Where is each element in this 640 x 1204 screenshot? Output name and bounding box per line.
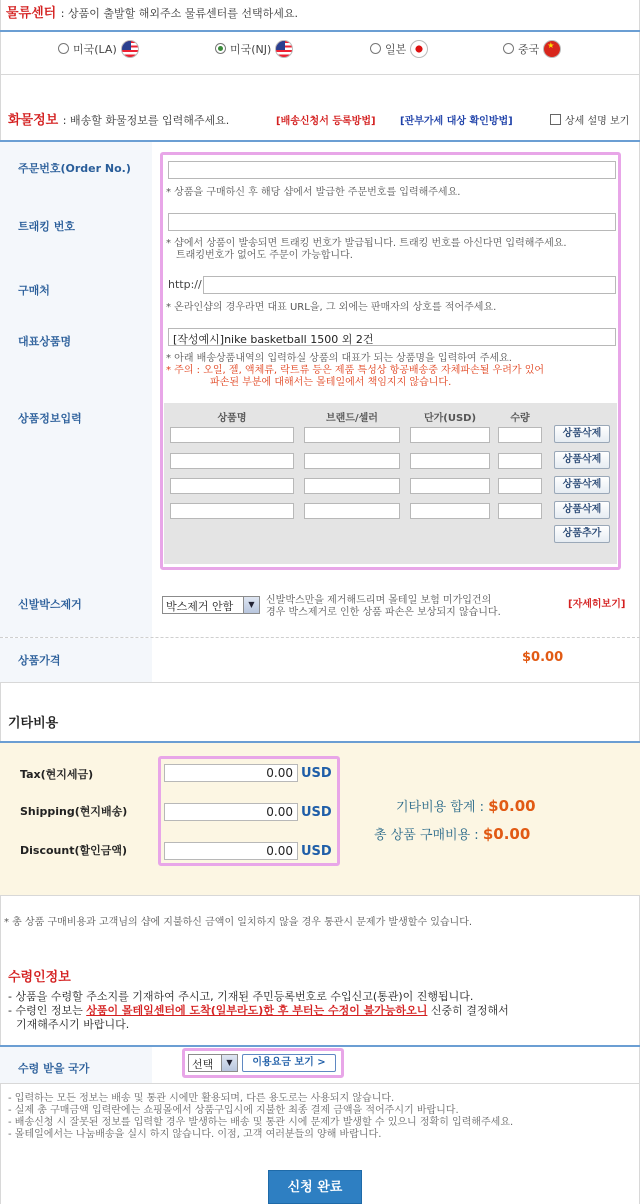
- duty-guide-link[interactable]: [관부가세 대상 확인방법]: [400, 116, 513, 127]
- tracking-note-1: * 샵에서 상품이 발송되면 트래킹 번호가 발급됩니다. 트래킹 번호를 아신다면 입력해주세요.: [166, 238, 567, 249]
- item-price-input[interactable]: [410, 478, 490, 494]
- shipping-label: Shipping(현지배송): [20, 805, 128, 818]
- grand-total: [374, 824, 530, 843]
- order-no-note: * 상품을 구매하신 후 해당 샵에서 발급한 주문번호를 입력해주세요.: [166, 187, 461, 198]
- shoebox-select[interactable]: [162, 596, 260, 614]
- extra-bottom-rule: [0, 895, 640, 896]
- receiver-note: - 실제 총 구매금액 입력란에는 쇼핑몰에서 상품구입시에 지불한 최종 결제 금액을 적어주시기 바랍니다.: [8, 1105, 459, 1116]
- item-name-input[interactable]: [170, 427, 294, 443]
- col-product-name: 상품명: [217, 413, 247, 424]
- delete-item-button[interactable]: 상품삭제: [554, 425, 610, 443]
- delete-item-button[interactable]: 상품삭제: [554, 451, 610, 469]
- center-option-cn[interactable]: [503, 40, 561, 58]
- center-desc: : 상품이 출발할 해외주소 물류센터를 선택하세요.: [60, 7, 298, 20]
- center-bottom-rule: [0, 74, 640, 75]
- receiver-line-2b: 상품이 몰테일센터에 도착(일부라도)한 후 부터는 수정이 불가능하오니: [86, 1004, 428, 1017]
- items-label: 상품정보입력: [18, 412, 82, 425]
- option-label-cn: 중국: [518, 43, 540, 56]
- receiver-note: - 입력하는 모든 정보는 배송 및 통관 시에만 활용되며, 다른 용도로는 사용되지 않습니다.: [8, 1093, 395, 1104]
- tax-label: Tax(현지세금): [20, 768, 94, 781]
- cargo-title: 화물정보: [8, 113, 59, 128]
- shoebox-note-2: 경우 박스제거로 인한 상품 파손은 보상되지 않습니다.: [266, 607, 501, 618]
- option-label-la: 미국(LA): [73, 43, 117, 56]
- extra-warning: * 총 상품 구매비용과 고객님의 샵에 지불하신 금액이 일치하지 않을 경우 통관시 문제가 발생할수 있습니다.: [4, 917, 473, 928]
- cargo-desc: : 배송할 화물정보를 입력해주세요.: [62, 114, 230, 127]
- rep-product-warning-2: 파손된 부분에 대해서는 몰테일에서 책임지지 않습니다.: [210, 377, 452, 388]
- item-qty-input[interactable]: [498, 478, 542, 494]
- receiver-notes: [8, 1093, 513, 1141]
- detail-toggle-label: 상세 설명 보기: [565, 116, 630, 127]
- item-qty-input[interactable]: [498, 427, 542, 443]
- receiver-line-2a: - 수령인 정보는: [8, 1004, 83, 1017]
- option-label-nj: 미국(NJ): [230, 43, 272, 56]
- item-price-input[interactable]: [410, 427, 490, 443]
- detail-checkbox[interactable]: [550, 114, 561, 125]
- order-no-input[interactable]: [168, 161, 616, 179]
- price-value: $0.00: [522, 650, 564, 665]
- shop-url-prefix: http://: [168, 278, 202, 291]
- receiver-header: [8, 966, 71, 985]
- rep-product-label: 대표상품명: [18, 335, 72, 348]
- extra-total-label: 기타비용 합계 :: [396, 800, 484, 815]
- receiver-line-3: 기재해주시기 바랍니다.: [16, 1018, 130, 1031]
- order-no-label: 주문번호(Order No.): [18, 162, 131, 175]
- center-rule: [0, 30, 640, 32]
- discount-unit: USD: [301, 844, 332, 859]
- receiver-line-2c: 신중히 결정해서: [430, 1004, 509, 1017]
- extra-title: 기타비용: [8, 716, 59, 731]
- country-label: 수령 받을 국가: [18, 1062, 90, 1075]
- item-name-input[interactable]: [170, 453, 294, 469]
- detail-toggle[interactable]: [550, 112, 629, 127]
- discount-input[interactable]: 0.00: [164, 842, 298, 860]
- tracking-input[interactable]: [168, 213, 616, 231]
- option-label-jp: 일본: [385, 43, 407, 56]
- item-price-input[interactable]: [410, 453, 490, 469]
- extra-total: [396, 796, 536, 815]
- tax-input[interactable]: 0.00: [164, 764, 298, 782]
- delete-item-button[interactable]: 상품삭제: [554, 476, 610, 494]
- radio-jp[interactable]: [370, 43, 381, 54]
- shoebox-detail-link[interactable]: [자세히보기]: [568, 599, 626, 610]
- add-item-button[interactable]: 상품추가: [554, 525, 610, 543]
- center-option-nj[interactable]: [215, 40, 293, 58]
- receiver-note: - 몰테일에서는 나눔배송을 실시 하지 않습니다. 이점, 고객 여러분들의 양해 바랍니다.: [8, 1129, 382, 1140]
- register-guide-link[interactable]: [배송신청서 등록방법]: [276, 116, 376, 127]
- shoebox-select-value: 박스제거 안함: [166, 600, 234, 613]
- cargo-header: [8, 109, 229, 128]
- shop-note: * 온라인샵의 경우라면 대표 URL을, 그 외에는 판매자의 상호를 적어주세요.: [166, 302, 497, 313]
- radio-nj[interactable]: [215, 43, 226, 54]
- item-brand-input[interactable]: [304, 427, 400, 443]
- item-qty-input[interactable]: [498, 453, 542, 469]
- jp-flag-icon: [410, 40, 428, 58]
- cn-flag-icon: [543, 40, 561, 58]
- price-label: 상품가격: [18, 654, 61, 667]
- rep-product-warning-1: * 주의 : 오일, 젤, 액체류, 락트류 등은 제품 특성상 항공배송중 자체파손될 우려가 있어: [166, 365, 545, 376]
- chevron-down-icon: ▼: [243, 597, 259, 613]
- rep-product-input[interactable]: [작성예시]nike basketball 1500 외 2건: [168, 328, 616, 346]
- receiver-note: - 배송신청 시 잘못된 정보를 입력할 경우 발생하는 배송 및 통관 시에 문제가 발생할 수 있으니 정확히 입력해주세요.: [8, 1117, 514, 1128]
- shipping-unit: USD: [301, 805, 332, 820]
- item-brand-input[interactable]: [304, 478, 400, 494]
- shoebox-note-1: 신발박스만을 제거해드리며 몰테일 보험 미가입건의: [266, 595, 492, 606]
- item-qty-input[interactable]: [498, 503, 542, 519]
- grand-total-value: $0.00: [482, 825, 531, 843]
- us-flag-icon: [275, 40, 293, 58]
- rep-product-note: * 아래 배송상품내역의 입력하실 상품의 대표가 되는 상품명을 입력하여 주세요.: [166, 353, 512, 364]
- fee-view-button[interactable]: 이용요금 보기 >: [242, 1054, 336, 1072]
- col-quantity: 수량: [510, 413, 530, 424]
- item-price-input[interactable]: [410, 503, 490, 519]
- extra-total-value: $0.00: [488, 797, 536, 815]
- tracking-note-2: 트래킹번호가 없어도 주문이 가능합니다.: [176, 250, 353, 261]
- item-name-input[interactable]: [170, 503, 294, 519]
- country-select-value: 선택: [192, 1058, 214, 1071]
- grand-total-label: 총 상품 구매비용 :: [374, 828, 479, 843]
- col-unit-price: 단가(USD): [423, 413, 477, 424]
- cargo-label-column: [0, 142, 152, 637]
- receiver-title: 수령인정보: [8, 970, 71, 985]
- receiver-line-1: - 상품을 수령할 주소지를 기재하여 주시고, 기재된 주민등록번호로 수입신고(통관)이 진행됩니다.: [8, 990, 474, 1003]
- discount-label: Discount(할인금액): [20, 844, 128, 857]
- chevron-down-icon: ▼: [221, 1055, 237, 1071]
- item-name-input[interactable]: [170, 478, 294, 494]
- shop-label: 구매처: [18, 284, 50, 297]
- receiver-line-2: [8, 1004, 509, 1018]
- center-title: 물류센터: [6, 6, 57, 21]
- radio-cn[interactable]: [503, 43, 514, 54]
- item-brand-input[interactable]: [304, 453, 400, 469]
- tax-unit: USD: [301, 766, 332, 781]
- delete-item-button[interactable]: 상품삭제: [554, 501, 610, 519]
- center-header: [6, 2, 298, 21]
- center-option-jp[interactable]: [370, 40, 428, 58]
- us-flag-icon: [121, 40, 139, 58]
- shoebox-label: 신발박스제거: [18, 598, 82, 611]
- price-bottom-rule: [0, 682, 640, 683]
- country-bottom-rule: [0, 1083, 640, 1084]
- country-select[interactable]: [188, 1054, 238, 1072]
- col-brand: 브랜드/셀러: [326, 413, 378, 424]
- submit-button[interactable]: 신청 완료: [268, 1170, 362, 1204]
- shipping-input[interactable]: 0.00: [164, 803, 298, 821]
- tracking-label: 트래킹 번호: [18, 220, 75, 233]
- shop-input[interactable]: [203, 276, 616, 294]
- item-brand-input[interactable]: [304, 503, 400, 519]
- center-option-la[interactable]: [58, 40, 139, 58]
- radio-la[interactable]: [58, 43, 69, 54]
